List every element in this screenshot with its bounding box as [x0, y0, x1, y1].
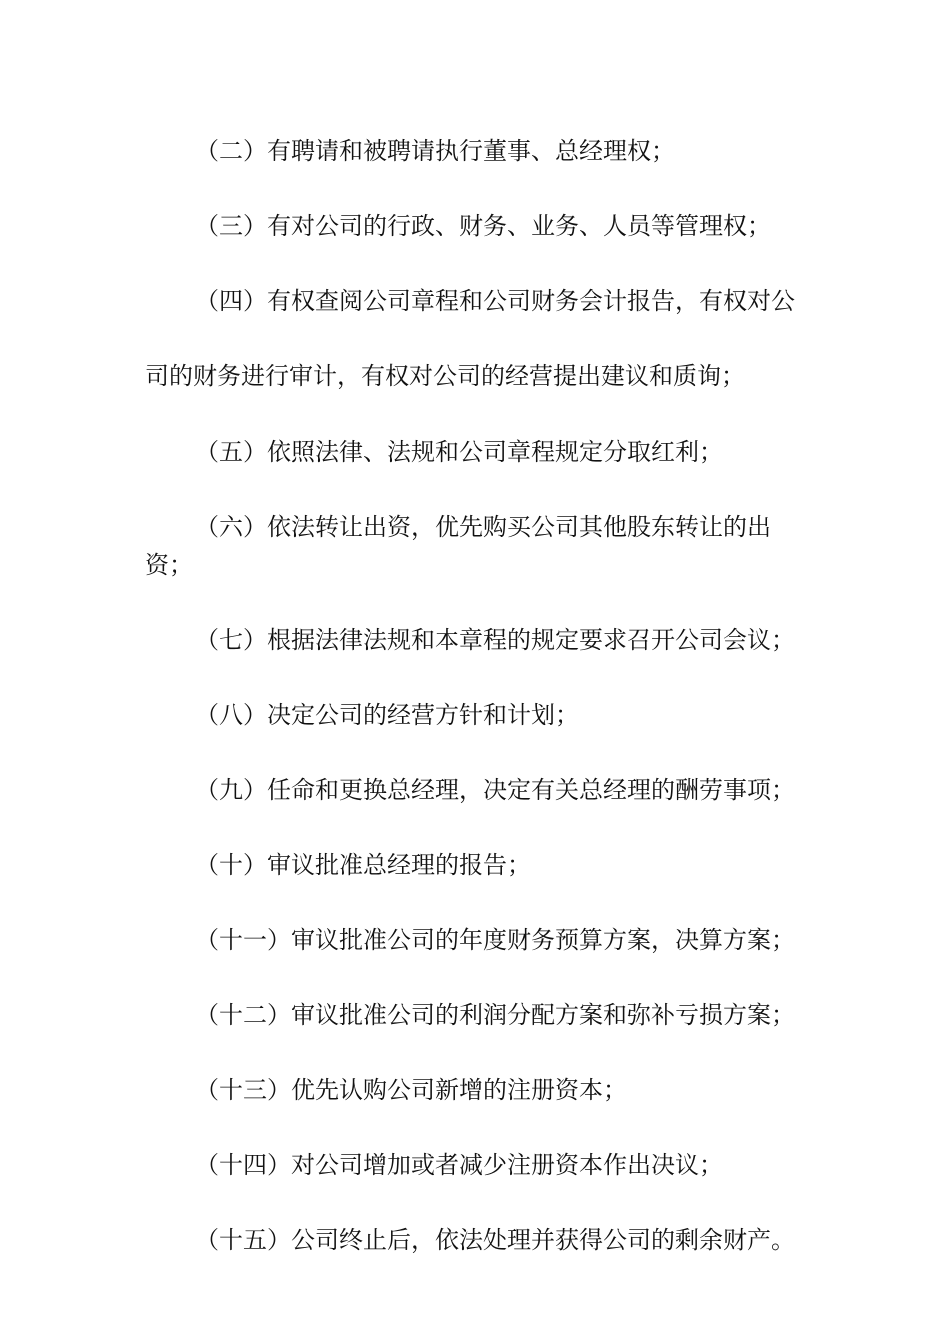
- paragraph-item-4: （四）有权查阅公司章程和公司财务会计报告，有权对公司的财务进行审计，有权对公司的经营提出建议和质询；: [145, 287, 795, 390]
- paragraph-item-15: （十五）公司终止后，依法处理并获得公司的剩余财产。: [195, 1226, 795, 1254]
- paragraph-item-9: （九）任命和更换总经理，决定有关总经理的酬劳事项；: [195, 776, 795, 804]
- paragraph-item-5: （五）依照法律、法规和公司章程规定分取红利；: [195, 438, 723, 466]
- paragraph-item-7: （七）根据法律法规和本章程的规定要求召开公司会议；: [195, 626, 795, 654]
- paragraph-item-3: （三）有对公司的行政、财务、业务、人员等管理权；: [195, 212, 771, 240]
- paragraph-item-13: （十三）优先认购公司新增的注册资本；: [195, 1076, 627, 1104]
- paragraph-item-12: （十二）审议批准公司的利润分配方案和弥补亏损方案；: [195, 1001, 795, 1029]
- paragraph-item-11: （十一）审议批准公司的年度财务预算方案，决算方案；: [195, 926, 795, 954]
- paragraph-item-8: （八）决定公司的经营方针和计划；: [195, 701, 579, 729]
- paragraph-item-6: （六）依法转让出资，优先购买公司其他股东转让的出资；: [145, 513, 771, 579]
- paragraph-item-2: （二）有聘请和被聘请执行董事、总经理权；: [195, 137, 675, 165]
- paragraph-item-14: （十四）对公司增加或者减少注册资本作出决议；: [195, 1151, 723, 1179]
- paragraph-item-10: （十）审议批准总经理的报告；: [195, 851, 531, 879]
- document-body: [145, 132, 810, 1296]
